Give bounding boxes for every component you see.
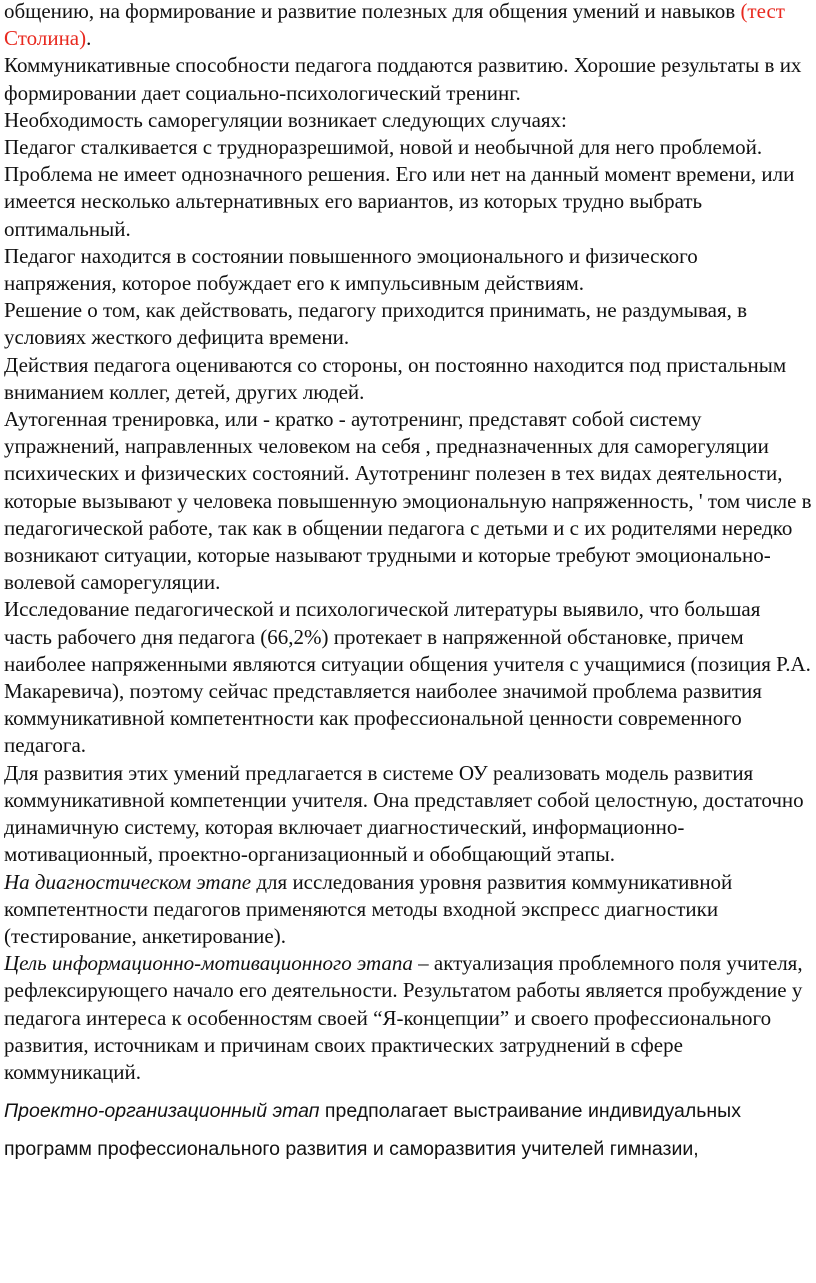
paragraph-end: . [86, 26, 92, 51]
paragraph-time-deficit: Решение о том, как действовать, педагогу приходится принимать, не раздумывая, в условиях жесткого дефицита времени. [4, 298, 748, 350]
paragraph-self-regulation-cases: Необходимость саморегуляции возникает следующих случаях: [4, 107, 567, 132]
organizational-stage-title: Проектно-организационный этап [4, 1100, 320, 1123]
paragraph-autogenic-training: Аутогенная тренировка, или - кратко - аутотренинг, представят собой систему упражнений, направленных человеком на себя , предназначенных для саморегуляции психических и физических состояний. Аутотренинг полезен в тех видах деятельности, которые вызывают у человека повышенную эмоциональную напряженность, ' том числе в педагогической работе, так как в общении педагога с детьми и с их родителями нередко возникают ситуации, которые называют трудными и которые требуют эмоционально-волевой саморегуляции. [4, 407, 812, 595]
paragraph-diagnostic-stage [4, 869, 812, 951]
paragraph-external-evaluation: Действия педагога оцениваются со стороны, он постоянно находится под пристальным вниманием коллег, детей, других людей. [4, 352, 787, 404]
diagnostic-stage-title: На диагностическом этапе [4, 869, 252, 894]
paragraph-text: для исследования уровня развития коммуникативной компетентности педагогов применяются методы входной экспресс диагностики (тестирование, анкетирование). [4, 869, 733, 948]
stolin-test-reference: (тест Столина) [4, 0, 785, 51]
paragraph-difficult-problem: Педагог сталкивается с трудноразрешимой, новой и необычной для него проблемой. [4, 135, 763, 160]
paragraph-communicative-abilities: Коммуникативные способности педагога поддаются развитию. Хорошие результаты в их формировании дает социально-психологический тренинг. [4, 53, 802, 105]
paragraph-organizational-stage [4, 1092, 812, 1168]
paragraph-stolin-test [4, 0, 812, 52]
paragraph-no-unique-solution: Проблема не имеет однозначного решения. Его или нет на данный момент времени, или имеется несколько альтернативных его вариантов, из которых трудно выбрать оптимальный. [4, 162, 795, 241]
motivational-stage-title: Цель информационно-мотивационного этапа [4, 951, 413, 976]
document-body-sans [4, 1092, 812, 1168]
paragraph-text: – актуализация проблемного поля учителя, рефлексирующего начало его деятельности. Результатом работы является пробуждение у педагога интереса к особенностям своей “Я-концепции” и своего профессионального развития, источникам и причинам своих практических затруднений в сфере коммуникаций. [4, 951, 803, 1084]
paragraph-motivational-stage [4, 950, 812, 1086]
paragraph-emotional-tension: Педагог находится в состоянии повышенного эмоционального и физического напряжения, которое побуждает его к импульсивным действиям. [4, 243, 698, 296]
document-body [4, 0, 812, 1086]
paragraph-literature-research: Исследование педагогической и психологической литературы выявило, что большая часть рабочего дня педагога (66,2%) протекает в напряженной обстановке, причем наиболее напряженными являются ситуации общения учителя с учащимися (позиция Р.А. Макаревича), поэтому сейчас представляется наиболее значимой проблема развития коммуникативной компетентности как профессиональной ценности современного педагога. [4, 597, 811, 758]
paragraph-development-model: Для развития этих умений предлагается в системе ОУ реализовать модель развития коммуникативной компетенции учителя. Она представляет собой целостную, достаточно динамичную систему, которая включает диагностический, информационно-мотивационный, проектно-организационный и обобщающий этапы. [4, 760, 804, 867]
paragraph-text: предполагает выстраивание индивидуальных программ профессионального развития и саморазвития учителей гимназии, [4, 1100, 741, 1161]
paragraph-text: общению, на формирование и развитие полезных для общения умений и навыков [4, 0, 741, 23]
